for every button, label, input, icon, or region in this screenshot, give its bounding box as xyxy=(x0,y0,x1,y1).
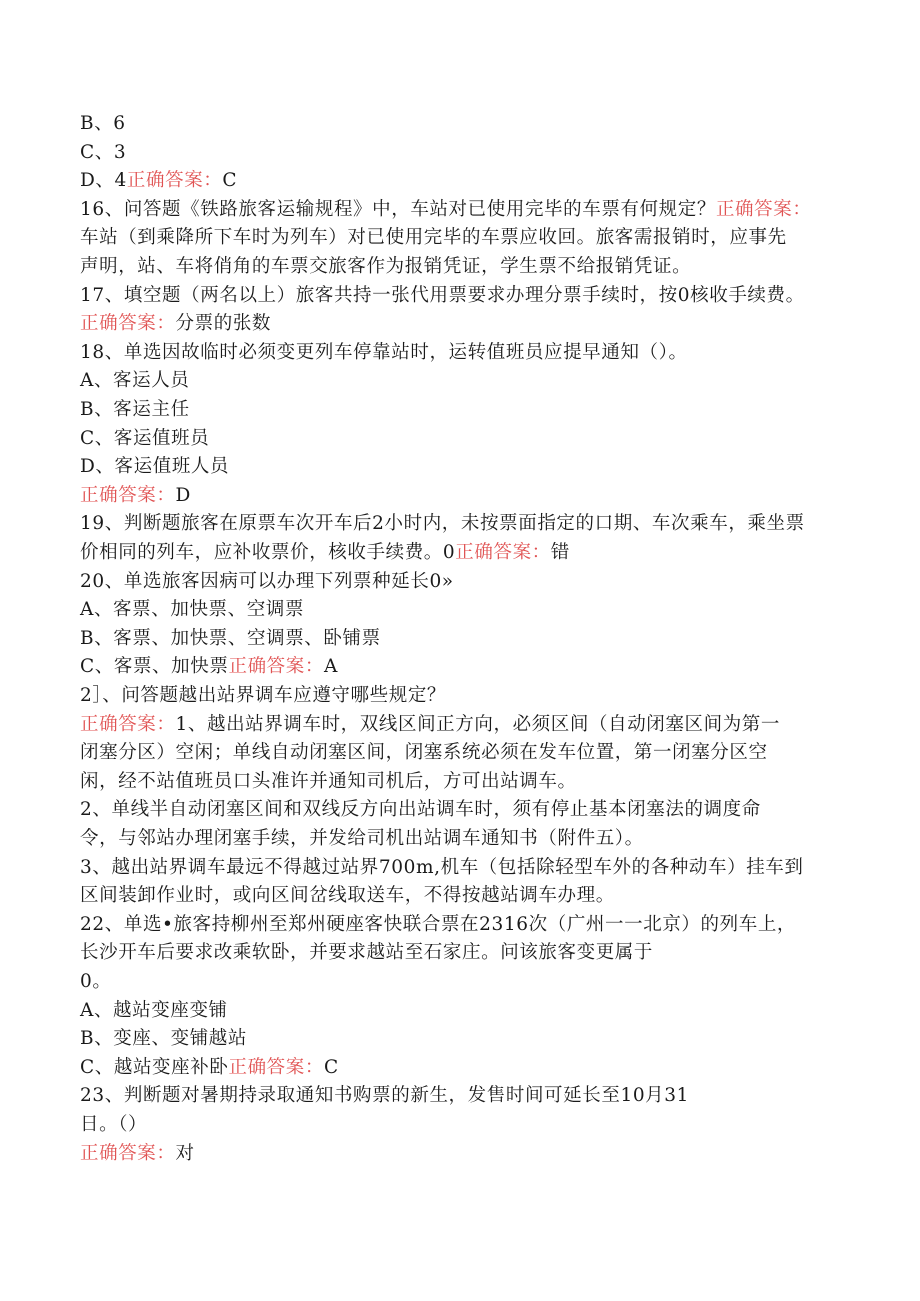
text-line xyxy=(80,768,836,796)
text-line xyxy=(80,167,836,195)
line-text: 区间装卸作业时，或向区间岔线取送车，不得按越站调车办理。 xyxy=(80,885,615,907)
answer-label: 正确答案： xyxy=(80,484,176,506)
text-line xyxy=(80,482,836,510)
text-line xyxy=(80,596,836,624)
answer-label: 正确答案： xyxy=(228,1056,324,1078)
answer-label: 正确答案： xyxy=(80,1142,176,1164)
text-line xyxy=(80,253,836,281)
answer-value: 对 xyxy=(175,1142,195,1164)
text-line xyxy=(80,1140,836,1168)
text-line xyxy=(80,310,836,338)
answer-value: D xyxy=(175,484,191,506)
answer-value: 错 xyxy=(550,542,570,563)
text-line xyxy=(80,1054,836,1082)
line-text: B、变座、变铺越站 xyxy=(80,1028,247,1050)
text-line xyxy=(80,997,836,1025)
line-text: D、4 xyxy=(80,170,127,192)
answer-label: 正确答案： xyxy=(228,656,324,678)
line-text: B、6 xyxy=(80,113,126,134)
text-line xyxy=(80,1082,836,1110)
line-text: A、客票、加快票、空调票 xyxy=(80,599,305,621)
line-text: 声明，站、车将俏角的车票交旅客作为报销凭证，学生票不给报销凭证。 xyxy=(80,256,692,277)
text-line xyxy=(80,196,836,224)
line-text: B、客运主任 xyxy=(80,399,190,420)
line-text: 长沙开车后要求改乘软卧，并要求越站至石家庄。问该旅客变更属于 xyxy=(80,942,654,964)
text-line xyxy=(80,425,836,453)
line-text: C、客票、加快票 xyxy=(80,656,229,678)
line-text: 0。 xyxy=(80,971,112,992)
text-line xyxy=(80,396,836,424)
text-line xyxy=(80,653,836,681)
text-line xyxy=(80,224,836,252)
line-text: 2、单线半自动闭塞区间和双线反方向出站调车时，须有停止基本闭塞法的调度命 xyxy=(80,799,761,821)
text-line xyxy=(80,854,836,882)
text-line xyxy=(80,539,836,567)
line-text: 车站（到乘降所下车时为列车）对已使用完毕的车票应收回。旅客需报销时，应事先 xyxy=(80,227,787,249)
line-text: C、越站变座补卧 xyxy=(80,1056,229,1078)
line-text: 2］、问答题越出站界调车应遵守哪些规定？ xyxy=(80,685,447,706)
text-line xyxy=(80,796,836,824)
answer-value: C xyxy=(323,1056,339,1078)
answer-value: 1、越出站界调车时，双线区间正方向，必须区间（自动闭塞区间为第一 xyxy=(175,713,780,735)
line-text: 日。（） xyxy=(80,1114,148,1135)
text-line xyxy=(80,682,836,710)
text-line xyxy=(80,1025,836,1053)
text-line xyxy=(80,339,836,367)
line-text: C、3 xyxy=(80,141,127,163)
line-text: 价相同的列车，应补收票价，核收手续费。0 xyxy=(80,542,456,563)
line-text: 3、越出站界调车最远不得越过站界700m,机车（包括除轻型车外的各种动车）挂车到 xyxy=(80,856,804,878)
text-line xyxy=(80,882,836,910)
line-text: 闭塞分区）空闲；单线自动闭塞区间，闭塞系统必须在发车位置，第一闭塞分区空 xyxy=(80,742,768,764)
text-line xyxy=(80,1111,836,1139)
answer-label: 正确答案： xyxy=(80,713,176,735)
text-line xyxy=(80,939,836,967)
line-text: 20、单选旅客因病可以办理下列票种延长0» xyxy=(80,570,454,592)
answer-value: C xyxy=(222,170,238,192)
text-line xyxy=(80,825,836,853)
line-text: 17、填空题（两名以上）旅客共持一张代用票要求办理分票手续时，按0核收手续费。 xyxy=(80,284,805,306)
text-line xyxy=(80,367,836,395)
answer-label: 正确答案： xyxy=(80,313,176,335)
answer-label: 正确答案： xyxy=(715,198,812,220)
text-line xyxy=(80,625,836,653)
line-text: C、客运值班员 xyxy=(80,427,210,449)
text-line xyxy=(80,510,836,538)
answer-value: 分票的张数 xyxy=(175,313,272,335)
text-line xyxy=(80,139,836,167)
line-text: 18、单选因故临时必须变更列车停靠站时，运转值班员应提早通知（）。 xyxy=(80,341,688,363)
text-line xyxy=(80,282,836,310)
answer-label: 正确答案： xyxy=(126,170,223,192)
line-text: B、客票、加快票、空调票、卧铺票 xyxy=(80,627,381,649)
answer-value: A xyxy=(323,656,338,678)
line-text: 19、判断题旅客在原票车次开车后2小时内，未按票面指定的口期、车次乘车，乘坐票 xyxy=(80,513,805,535)
text-line xyxy=(80,911,836,939)
line-text: A、客运人员 xyxy=(80,370,190,392)
text-line xyxy=(80,453,836,481)
text-line xyxy=(80,711,836,739)
answer-label: 正确答案： xyxy=(455,542,551,563)
text-line xyxy=(80,110,836,138)
line-text: 22、单选•旅客持柳州至郑州硬座客快联合票在2316次（广州一一北京）的列车上， xyxy=(80,913,797,935)
line-text: 16、问答题《铁路旅客运输规程》中，车站对已使用完毕的车票有何规定？ xyxy=(80,198,716,220)
line-text: 令，与邻站办理闭塞手续，并发给司机出站调车通知书（附件五）。 xyxy=(80,828,644,849)
text-line xyxy=(80,739,836,767)
line-text: 闲，经不站值班员口头准许并通知司机后，方可出站调车。 xyxy=(80,770,577,792)
line-text: D、客运值班人员 xyxy=(80,456,230,478)
text-line xyxy=(80,968,836,996)
text-line xyxy=(80,568,836,596)
line-text: A、越站变座变铺 xyxy=(80,999,228,1021)
line-text: 23、判断题对暑期持录取通知书购票的新生，发售时间可延长至10月31 xyxy=(80,1085,690,1107)
